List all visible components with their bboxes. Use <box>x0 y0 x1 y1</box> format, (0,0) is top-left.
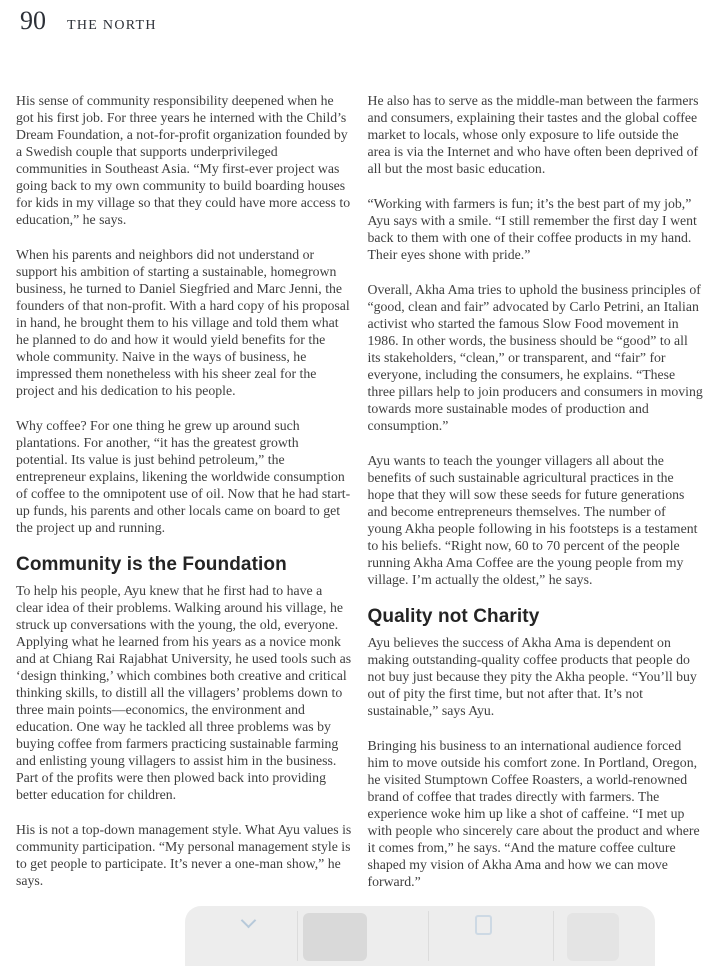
page-icon[interactable] <box>475 915 492 935</box>
paragraph: To help his people, Ayu knew that he first had to have a clear idea of their problems. Walking around his village, he struck up conversations with the young, the old, everyone. Applying what he learned from his years as a novice monk and at Chiang Rai Rajabhat University, he used tools such as ‘design thinking,’ which combines both creative and critical thinking skills, to distill all the villagers’ problems down to three main points—economics, the environment and education. One way he tackled all three problems was by buying coffee from farmers practicing sustainable farming and enlisting young villagers to assist him in the business. Part of the profits were then plowed back into providing better education for children. <box>16 583 352 802</box>
toolbar-active-button[interactable] <box>303 913 367 961</box>
section-heading-quality-not-charity: Quality not Charity <box>367 606 540 627</box>
section-heading-community-foundation: Community is the Foundation <box>16 554 287 575</box>
article-body <box>16 92 703 908</box>
right-column <box>368 92 704 908</box>
paragraph: “Working with farmers is fun; it’s the best part of my job,” Ayu says with a smile. “I still remember the first day I went back to them with one of their coffee products in my hand. Their eyes shone with pride.” <box>367 196 697 262</box>
floating-toolbar <box>185 906 655 966</box>
page-number: 90 <box>20 6 46 35</box>
paragraph: Why coffee? For one thing he grew up around such plantations. For another, “it has the greatest growth potential. Its value is just behind petroleum,” the entrepreneur explains, likening the worldwide consumption of coffee to the omnipotent use of oil. Now that he had start-up funds, his parents and other locals came on board to get the project up and running. <box>16 418 351 535</box>
paragraph: His sense of community responsibility deepened when he got his first job. For three years he interned with the Child’s Dream Foundation, a not-for-profit organization founded by a Swedish couple that supports underprivileged communities in Southeast Asia. “My first-ever project was going back to my own community to build boarding houses for kids in my village so that they could have more access to education,” he says. <box>16 93 351 227</box>
toolbar-divider <box>297 911 298 961</box>
toolbar-divider <box>428 911 429 961</box>
paragraph: When his parents and neighbors did not understand or support his ambition of starting a sustainable, homegrown business, he turned to Daniel Siegfried and Marc Jenni, the founders of that non-profit. With a hard copy of his proposal in hand, he brought them to his village and told them what he planned to do and how it would yield benefits for the whole community. Naive in the ways of business, he impressed them nonetheless with his sheer zeal for the project and his dedication to his people. <box>16 247 350 398</box>
paragraph: Bringing his business to an international audience forced him to move outside his comfort zone. In Portland, Oregon, he visited Stumptown Coffee Roasters, a world-renowned brand of coffee that trades directly with farmers. The experience woke him up like a shot of caffeine. “I met up with people who sincerely care about the product and where it comes from,” he says. “And the mature coffee culture shaped my vision of Akha Ama and how we can move forward.” <box>367 738 700 889</box>
toolbar-divider <box>553 911 554 961</box>
paragraph: Ayu wants to teach the younger villagers all about the benefits of such sustainable agricultural practices in the hope that they will sow these seeds for future generations and become entrepreneurs themselves. The number of young Akha people following in his footsteps is a testament to his beliefs. “Right now, 60 to 70 percent of the people running Akha Ama Coffee are the young people from my village. I’m actually the oldest,” he says. <box>367 453 698 587</box>
paragraph: His is not a top-down management style. What Ayu values is community participation. “My personal management style is to get people to participate. It’s never a one-man show,” he says. <box>16 822 352 888</box>
paragraph: He also has to serve as the middle-man between the farmers and consumers, explaining their tastes and the global coffee market to locals, whose only exposure to life outside the area is via the Internet and who have often been deprived of all but the most basic education. <box>367 93 699 176</box>
paragraph: Ayu believes the success of Akha Ama is dependent on making outstanding-quality coffee products that people do not buy just because they pity the Akha people. “You’ll buy out of pity the first time, but not after that. It’s not sustainable,” says Ayu. <box>367 635 697 718</box>
left-column <box>16 92 352 908</box>
paragraph: Overall, Akha Ama tries to uphold the business principles of “good, clean and fair” advocated by Carlo Petrini, an Italian activist who started the famous Slow Food movement in 1986. In other words, the business should be “good” to all its stakeholders, “clean,” or transparent, and “fair” for everyone, including the consumers, he explains. “These three pillars help to join producers and consumers in moving towards more sustainable modes of production and consumption.” <box>367 282 703 433</box>
page-header <box>20 6 157 36</box>
running-head: THE NORTH <box>67 18 157 33</box>
chevron-down-icon[interactable] <box>241 913 257 929</box>
toolbar-button[interactable] <box>567 913 619 961</box>
